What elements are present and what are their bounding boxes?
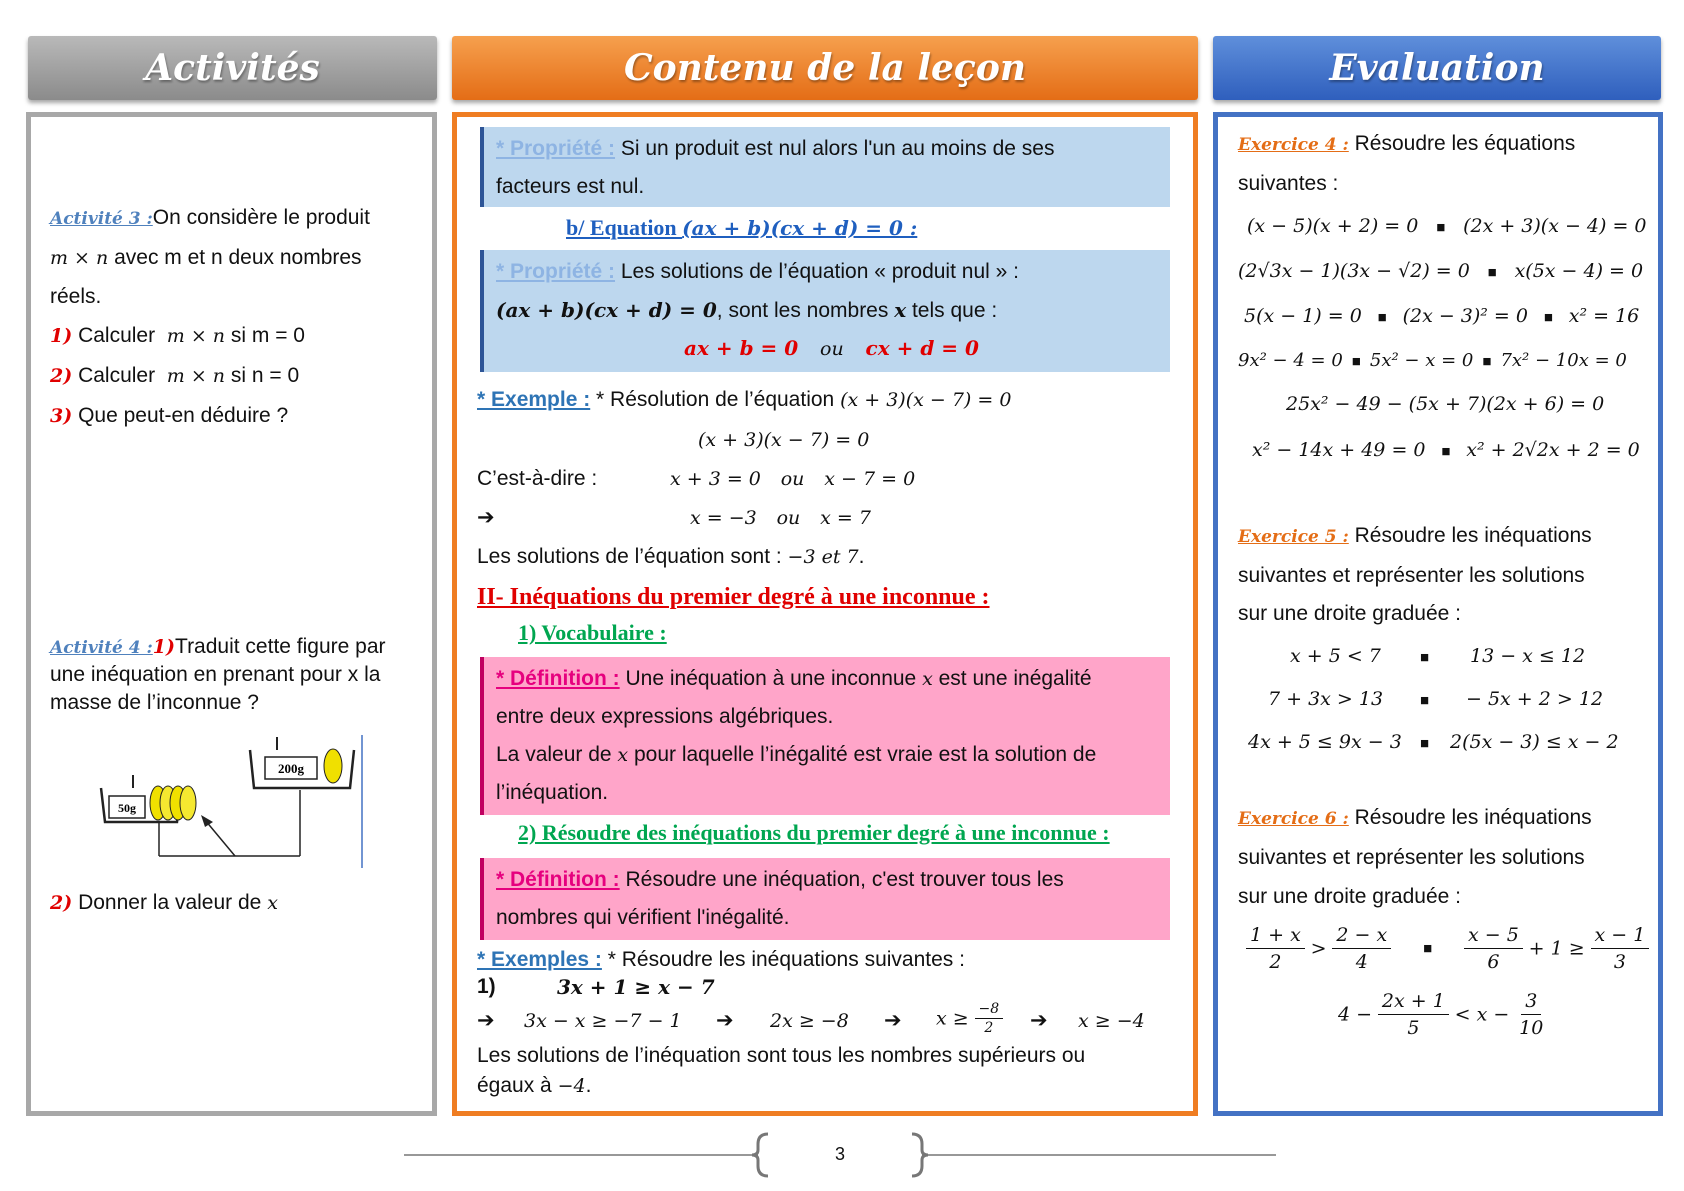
exercice-5-line3: sur une droite graduée : bbox=[1238, 602, 1461, 625]
exercice-6-row1: $\frac{1 + x}{2}$ > $\frac{2 - x}{4}$ ■ $\frac{x - 5}{6}$ + 1 ≥ $\frac{x - 1}{3}$ bbox=[1246, 922, 1649, 975]
exercice-4-row5: 25x² − 49 − (5x + 7)(2x + 6) = 0 bbox=[1286, 393, 1605, 415]
activite-3-line1: Activité 3 :On considère le produit bbox=[50, 206, 370, 229]
exercice-4-row1: (x − 5)(x + 2) = 0 ■ (2x + 3)(x − 4) = 0 bbox=[1247, 215, 1647, 237]
exemples-2-item1-ineq: 3x + 1 ≥ x − 7 bbox=[557, 975, 715, 999]
exemples-2-step2: 2x ≥ −8 bbox=[770, 1010, 849, 1032]
exemples-2-line1: * Exemples : * Résoudre les inéquations suivantes : bbox=[477, 948, 965, 971]
exemples-2-step4: x ≥ −4 bbox=[1078, 1010, 1145, 1032]
exercice-5-line1: Exercice 5 : Résoudre les inéquations bbox=[1238, 524, 1592, 547]
exemple-1-line3-math: x + 3 = 0 ou x − 7 = 0 bbox=[670, 468, 916, 490]
exemple-1-line2: (x + 3)(x − 7) = 0 bbox=[698, 429, 870, 451]
exercice-6-line2: suivantes et représenter les solutions bbox=[1238, 846, 1585, 869]
exemples-2-solution-l1: Les solutions de l’inéquation sont tous les nombres supérieurs ou bbox=[477, 1044, 1086, 1067]
definition-1-line4: l’inéquation. bbox=[496, 781, 609, 804]
exercice-4-row4: 9x² − 4 = 0 ■ 5x² − x = 0 ■ 7x² − 10x = 0 bbox=[1238, 350, 1627, 371]
banana-icon bbox=[150, 786, 196, 820]
equation-heading: b/ Equation (ax + b)(cx + d) = 0 : bbox=[566, 215, 918, 240]
header-contenu: Contenu de la leçon bbox=[452, 36, 1198, 100]
arrow-icon: ➔ bbox=[716, 1009, 734, 1032]
propriete-2-line3: ax + b = 0 ou cx + d = 0 bbox=[684, 336, 979, 360]
exercice-5-r3b: 2(5x − 3) ≤ x − 2 bbox=[1450, 731, 1619, 753]
exercice-4-row6: x² − 14x + 49 = 0 ■ x² + 2√2x + 2 = 0 bbox=[1252, 439, 1640, 461]
exemple-1-line1: * Exemple : * Résolution de l’équation (x + 3)(x − 7) = 0 bbox=[477, 388, 1012, 411]
activite-4-line1: Activité 4 :1)Traduit cette figure par bbox=[50, 635, 386, 658]
propriete-1-line1: * Propriété : Si un produit est nul alors l'un au moins de ses bbox=[496, 137, 1055, 160]
activite-3-line3: réels. bbox=[50, 285, 102, 308]
exercice-5-line2: suivantes et représenter les solutions bbox=[1238, 564, 1585, 587]
exercice-6-line3: sur une droite graduée : bbox=[1238, 885, 1461, 908]
pointer-arrowhead bbox=[201, 815, 213, 827]
exercice-6-row2: 4 − $\frac{2x + 1}{5}$ < x − $\frac{3}{10}$ bbox=[1338, 990, 1544, 1039]
header-evaluation: Evaluation bbox=[1213, 36, 1661, 100]
page-number: 3 bbox=[834, 1144, 845, 1164]
activite-3-q2: 2) Calculer m × n si n = 0 bbox=[50, 364, 300, 387]
exercice-6-line1: Exercice 6 : Résoudre les inéquations bbox=[1238, 806, 1592, 829]
arrow-icon: ➔ bbox=[1030, 1009, 1048, 1032]
activite-3-q3: 3) Que peut-en déduire ? bbox=[50, 404, 289, 427]
arrow-icon: ➔ bbox=[477, 506, 495, 529]
activite-3-line2: m × n avec m et n deux nombres bbox=[50, 246, 362, 269]
resoudre-heading: 2) Résoudre des inéquations du premier degré à une inconnue : bbox=[518, 820, 1110, 845]
exercice-5-r1a: x + 5 < 7 bbox=[1290, 645, 1381, 667]
definition-1-line3: La valeur de x pour laquelle l’inégalité est vraie est la solution de bbox=[496, 743, 1097, 766]
exemples-2-solution-l2: égaux à −4. bbox=[477, 1074, 592, 1097]
pointer-arrow bbox=[205, 820, 235, 856]
arrow-icon: ➔ bbox=[477, 1009, 495, 1032]
definition-1-line1: * Définition : Une inéquation à une inconnue x est une inégalité bbox=[496, 667, 1092, 690]
vocabulaire-heading: 1) Vocabulaire : bbox=[518, 620, 667, 645]
definition-1-line2: entre deux expressions algébriques. bbox=[496, 705, 834, 728]
arrow-icon: ➔ bbox=[884, 1009, 902, 1032]
exercice-5-r2b: − 5x + 2 > 12 bbox=[1466, 688, 1604, 710]
header-activites: Activités bbox=[28, 36, 437, 100]
propriete-2-line2: (ax + b)(cx + d) = 0, sont les nombres x tels que : bbox=[496, 298, 998, 322]
exercice-4-line1: Exercice 4 : Résoudre les équations bbox=[1238, 132, 1576, 155]
exercice-5-sep2: ■ bbox=[1420, 692, 1430, 709]
left-weight-label: 50g bbox=[118, 801, 136, 815]
right-weight-label: 200g bbox=[278, 761, 304, 776]
footer-brace-left bbox=[752, 1134, 768, 1176]
exemple-1-solution: Les solutions de l’équation sont : −3 et 7. bbox=[477, 545, 865, 568]
exercice-5-r1b: 13 − x ≤ 12 bbox=[1470, 645, 1586, 667]
balance-figure bbox=[95, 730, 375, 870]
propriete-1-line2: facteurs est nul. bbox=[496, 175, 645, 198]
exemple-1-line3: C’est-à-dire : bbox=[477, 467, 598, 490]
exercice-5-sep3: ■ bbox=[1420, 735, 1430, 752]
banana-icon-right bbox=[324, 749, 342, 783]
activite-4-line3: masse de l’inconnue ? bbox=[50, 691, 259, 714]
propriete-2-line1: * Propriété : Les solutions de l’équation « produit nul » : bbox=[496, 260, 1019, 283]
exemple-1-line4-math: x = −3 ou x = 7 bbox=[690, 507, 871, 529]
exercice-5-r2a: 7 + 3x > 13 bbox=[1268, 688, 1384, 710]
exemples-2-step1: 3x − x ≥ −7 − 1 bbox=[524, 1010, 682, 1032]
definition-2-line1: * Définition : Résoudre une inéquation, c'est trouver tous les bbox=[496, 868, 1064, 891]
activite-4-line2: une inéquation en prenant pour x la bbox=[50, 663, 381, 686]
exercice-4-row3: 5(x − 1) = 0 ■ (2x − 3)² = 0 ■ x² = 16 bbox=[1244, 305, 1640, 327]
exercice-4-row2: (2√3x − 1)(3x − √2) = 0 ■ x(5x − 4) = 0 bbox=[1238, 260, 1644, 282]
exercice-5-sep1: ■ bbox=[1420, 649, 1430, 666]
section-2-title: II- Inéquations du premier degré à une inconnue : bbox=[477, 584, 990, 610]
definition-2-line2: nombres qui vérifient l'inégalité. bbox=[496, 906, 790, 929]
activite-4-q2: 2) Donner la valeur de x bbox=[50, 891, 278, 914]
exemples-2-step3: x ≥ $\frac{-8}{2}$ bbox=[936, 1000, 1003, 1037]
exercice-4-line2: suivantes : bbox=[1238, 172, 1339, 195]
activite-3-q1: 1) Calculer m × n si m = 0 bbox=[50, 324, 305, 347]
exercice-5-r3a: 4x + 5 ≤ 9x − 3 bbox=[1248, 731, 1402, 753]
exemples-2-item1-num: 1) bbox=[477, 975, 496, 998]
